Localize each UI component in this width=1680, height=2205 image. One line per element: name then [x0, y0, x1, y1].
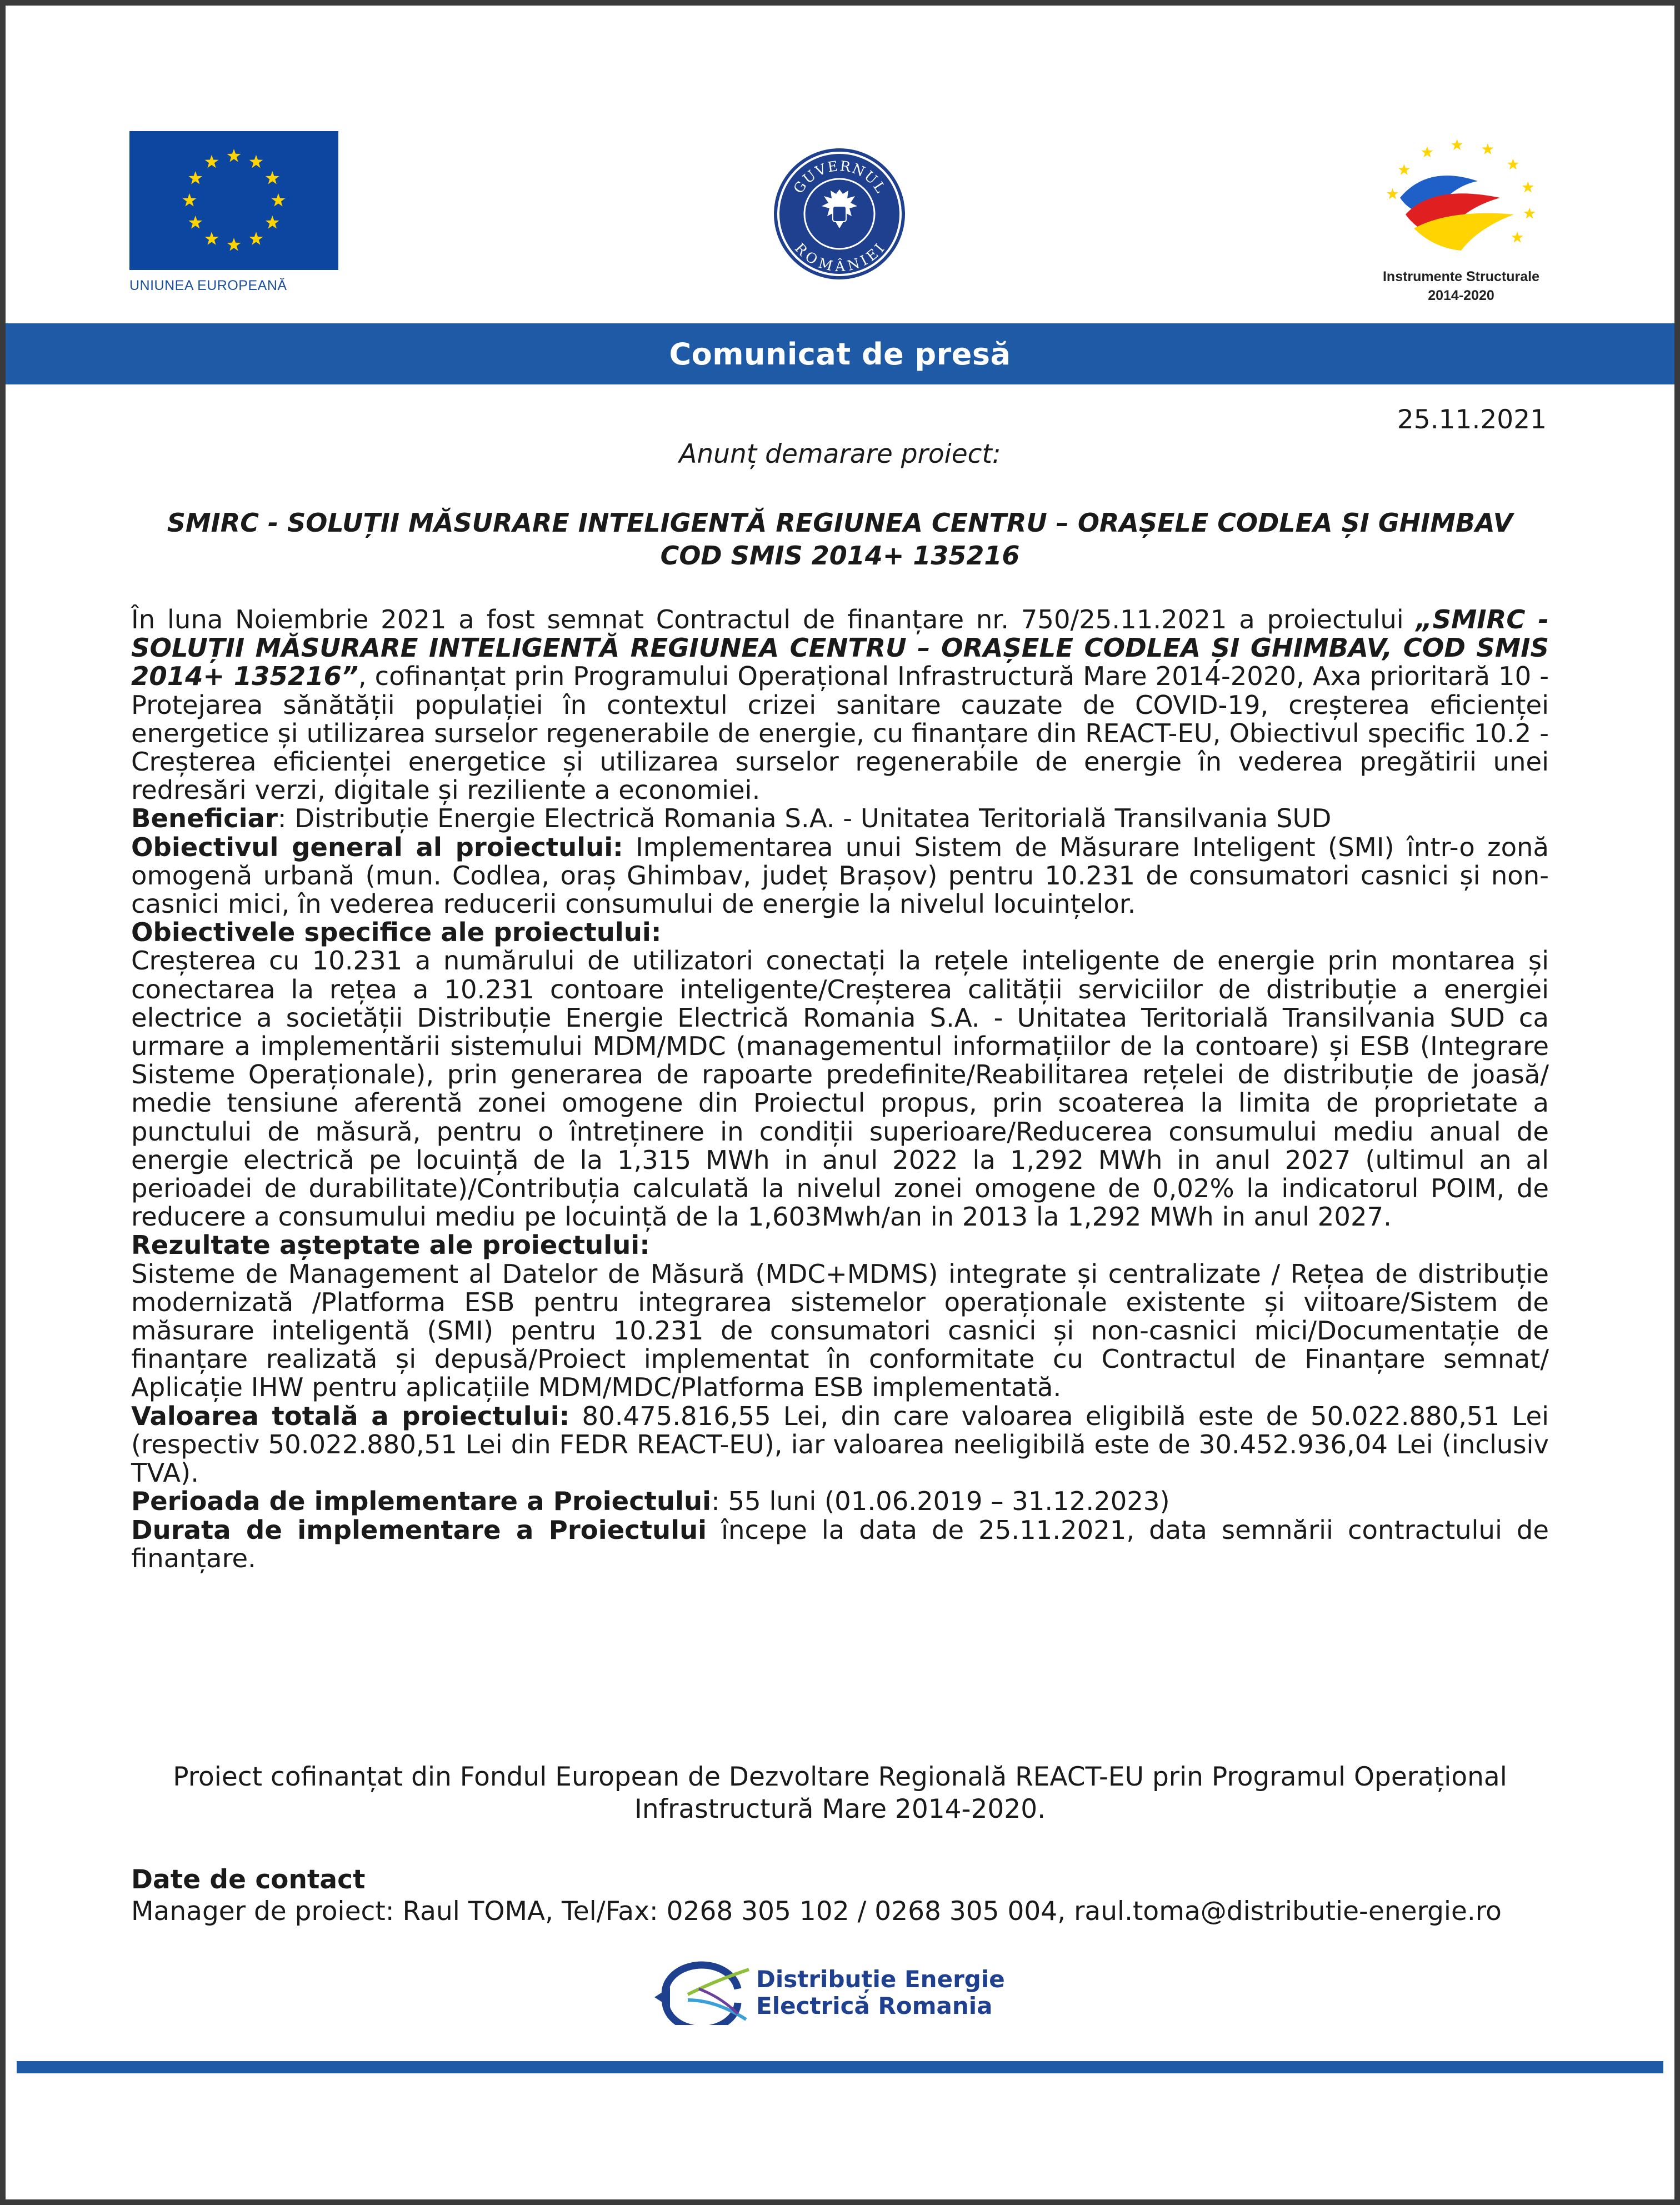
implementation-duration-paragraph [131, 1516, 1549, 1573]
implementation-period-paragraph [131, 1487, 1549, 1516]
deer-logo-line-1: Distribuție Energie [756, 1966, 1005, 1993]
is-star-icon [1422, 146, 1433, 157]
deer-emblem-icon [654, 1958, 752, 2025]
deer-logo-line-2: Electrică Romania [756, 1992, 993, 2019]
announce-line: Anunț demarare proiect: [679, 439, 1001, 469]
is-star-icon [1398, 164, 1410, 175]
press-release-body [131, 606, 1549, 1573]
beneficiar-text: : Distribuție Energie Electrică Romania S.A. - Unitatea Teritorială Transilvania SUD [277, 803, 1332, 834]
beneficiar-paragraph [131, 804, 1549, 833]
project-headline [131, 507, 1549, 572]
cofinancing-note-line-1: Proiect cofinanțat din Fondul European de Dezvoltare Regională REACT-EU prin Programul Operațional [173, 1762, 1507, 1792]
contact-details: Manager de proiect: Raul TOMA, Tel/Fax: 0268 305 102 / 0268 305 004, raul.toma@distributie-energie.ro [131, 1896, 1502, 1927]
is-caption-line1: Instrumente Structurale [1382, 269, 1539, 284]
government-seal-logo [772, 146, 908, 282]
is-star-icon [1524, 208, 1536, 219]
cofinancing-note-line-2: Infrastructură Mare 2014-2020. [634, 1794, 1046, 1824]
title-band [6, 323, 1674, 384]
is-star-icon [1522, 182, 1534, 193]
government-seal-icon [772, 146, 908, 282]
intro-text-continued: , cofinanțat prin Programului Operațional Infrastructură Mare 2014-2020, Axa prioritară 10 - Protejarea sănătății populației în contextul crizei sanitare cauzate de COVID-19, creșterea eficienței energetice și utilizarea surselor regenerabile de energie, cu finanțare din REACT-EU, Obiectivul specific 10.2 - Creșterea eficienței energetice și utilizarea surselor regenerabile de energie în vederea pregătirii unei redresări verzi, digitale și reziliente a economiei. [131, 661, 1549, 806]
svg-text:ROMÂNIEI: ROMÂNIEI [791, 239, 888, 275]
is-star-icon [1387, 188, 1398, 199]
eu-caption: UNIUNEA EUROPEANĂ [129, 278, 287, 293]
is-star-icon [1451, 139, 1463, 150]
specific-objectives-text: Creșterea cu 10.231 a numărului de utilizatori conectați la rețele inteligente de energie prin montarea și conectarea la rețea a 10.231 contoare inteligente/Creșterea calității serviciilor de distribuție a energiei electrice a societății Distribuție Energie Electrică Romania S.A. - Unitatea Teritorială Transilvania SUD ca urmare a implementării sistemului MDM/MDC (managementul informațiilor de la contoare) și ESB (Integrare Sisteme Operaționale), prin generarea de rapoarte predefinite/Reabilitarea rețelei de distribuție de joasă/ medie tensiune aferentă zonei omogene din Proiectul propus, prin scoaterea la limita de proprietate a punctului de măsură, pentru o întreținere in condiții superioare/Reducerea consumului mediu anual de energie electrică pe locuință de la 1,315 MWh in anul 2022 la 1,292 MWh in anul 2027 (ultimul an al perioadei de durabilitate)/Contribuția calculată la nivelul zonei omogene de 0,02% la indicatorul POIM, de reducere a consumului mediu pe locuință de la 1,603Mwh/an in 2013 la 1,292 MWh in anul 2027. [131, 946, 1549, 1232]
total-value-text: 80.475.816,55 Lei, din care valoarea eligibilă este de 50.022.880,51 Lei (respectiv 50.022.880,51 Lei din FEDR REACT-EU), iar valoarea neeligibilă este de 30.452.936,04 Lei (inclusiv TVA). [131, 1401, 1549, 1488]
deer-logo-text [756, 1966, 1005, 2019]
eu-logo [129, 131, 338, 294]
expected-results-text: Sisteme de Management al Datelor de Măsură (MDC+MDMS) integrate și centralizate / Rețea de distribuție modernizată /Platforma ESB pentru integrarea sistemelor operaționale existente și viitoare/Sistem de măsurare inteligentă (SMI) pentru 10.231 de consumatori casnici și non-casnici mici/Documentație de finanțare realizată și depusă/Proiect implementat în conformitate cu Contractul de Finanțare semnat/ Aplicație IHW pentru aplicațiile MDM/MDC/Platforma ESB implementată. [131, 1258, 1549, 1403]
structural-instruments-icon [1367, 131, 1556, 264]
intro-paragraph [131, 606, 1549, 804]
contact-section [131, 1864, 1549, 1927]
implementation-duration-label: Durata de implementare a Proiectului [131, 1514, 707, 1545]
beneficiar-label: Beneficiar [131, 803, 278, 834]
contact-title: Date de contact [131, 1864, 366, 1895]
svg-text:GUVERNUL: GUVERNUL [790, 158, 889, 197]
intro-project-name: „SMIRC - SOLUȚII MĂSURARE INTELIGENTĂ REGIUNEA CENTRU – ORAȘELE CODLEA ȘI GHIMBAV, COD SMIS 2014+ 135216” [131, 604, 1549, 692]
intro-text: În luna Noiembrie 2021 a fost semnat Contractul de finanțare nr. 750/25.11.2021 a proiectului [131, 604, 1416, 634]
instrumente-structurale-logo [1367, 131, 1556, 304]
general-objective-text: Implementarea unui Sistem de Măsurare Inteligent (SMI) într-o zonă omogenă urbană (mun. Codlea, oraș Ghimbav, județ Brașov) pentru 10.231 de consumatori casnici și non-casnici mici, în vederea reducerii consumului de energie la nivelul locuințelor. [131, 832, 1549, 919]
is-caption-line2: 2014-2020 [1428, 288, 1494, 303]
is-star-icon [1512, 232, 1523, 243]
implementation-period-text: : 55 luni (01.06.2019 – 31.12.2023) [711, 1486, 1170, 1517]
document-date: 25.11.2021 [1397, 404, 1547, 435]
general-objective-label: Obiectivul general al proiectului: [131, 832, 623, 862]
bottom-bar [17, 2061, 1663, 2073]
implementation-duration-text: începe la data de 25.11.2021, data semnării contractului de finanțare. [131, 1514, 1549, 1573]
cofinancing-note [131, 1761, 1549, 1826]
expected-results-label: Rezultate așteptate ale proiectului: [131, 1230, 650, 1261]
total-value-label: Valoarea totală a proiectului: [131, 1401, 570, 1431]
total-value-paragraph [131, 1402, 1549, 1488]
general-objective-paragraph [131, 833, 1549, 919]
specific-objectives-label: Obiectivele specifice ale proiectului: [131, 917, 662, 948]
implementation-period-label: Perioada de implementare a Proiectului [131, 1486, 712, 1517]
deer-logo [654, 1958, 1043, 2025]
is-star-icon [1507, 158, 1519, 169]
headline-line-2: COD SMIS 2014+ 135216 [660, 541, 1020, 571]
headline-line-1: SMIRC - SOLUȚII MĂSURARE INTELIGENTĂ REGIUNEA CENTRU – ORAȘELE CODLEA ȘI GHIMBAV [167, 508, 1513, 538]
is-star-icon [1482, 143, 1493, 154]
page-title: Comunicat de presă [669, 336, 1011, 372]
eu-flag-icon [129, 131, 338, 270]
